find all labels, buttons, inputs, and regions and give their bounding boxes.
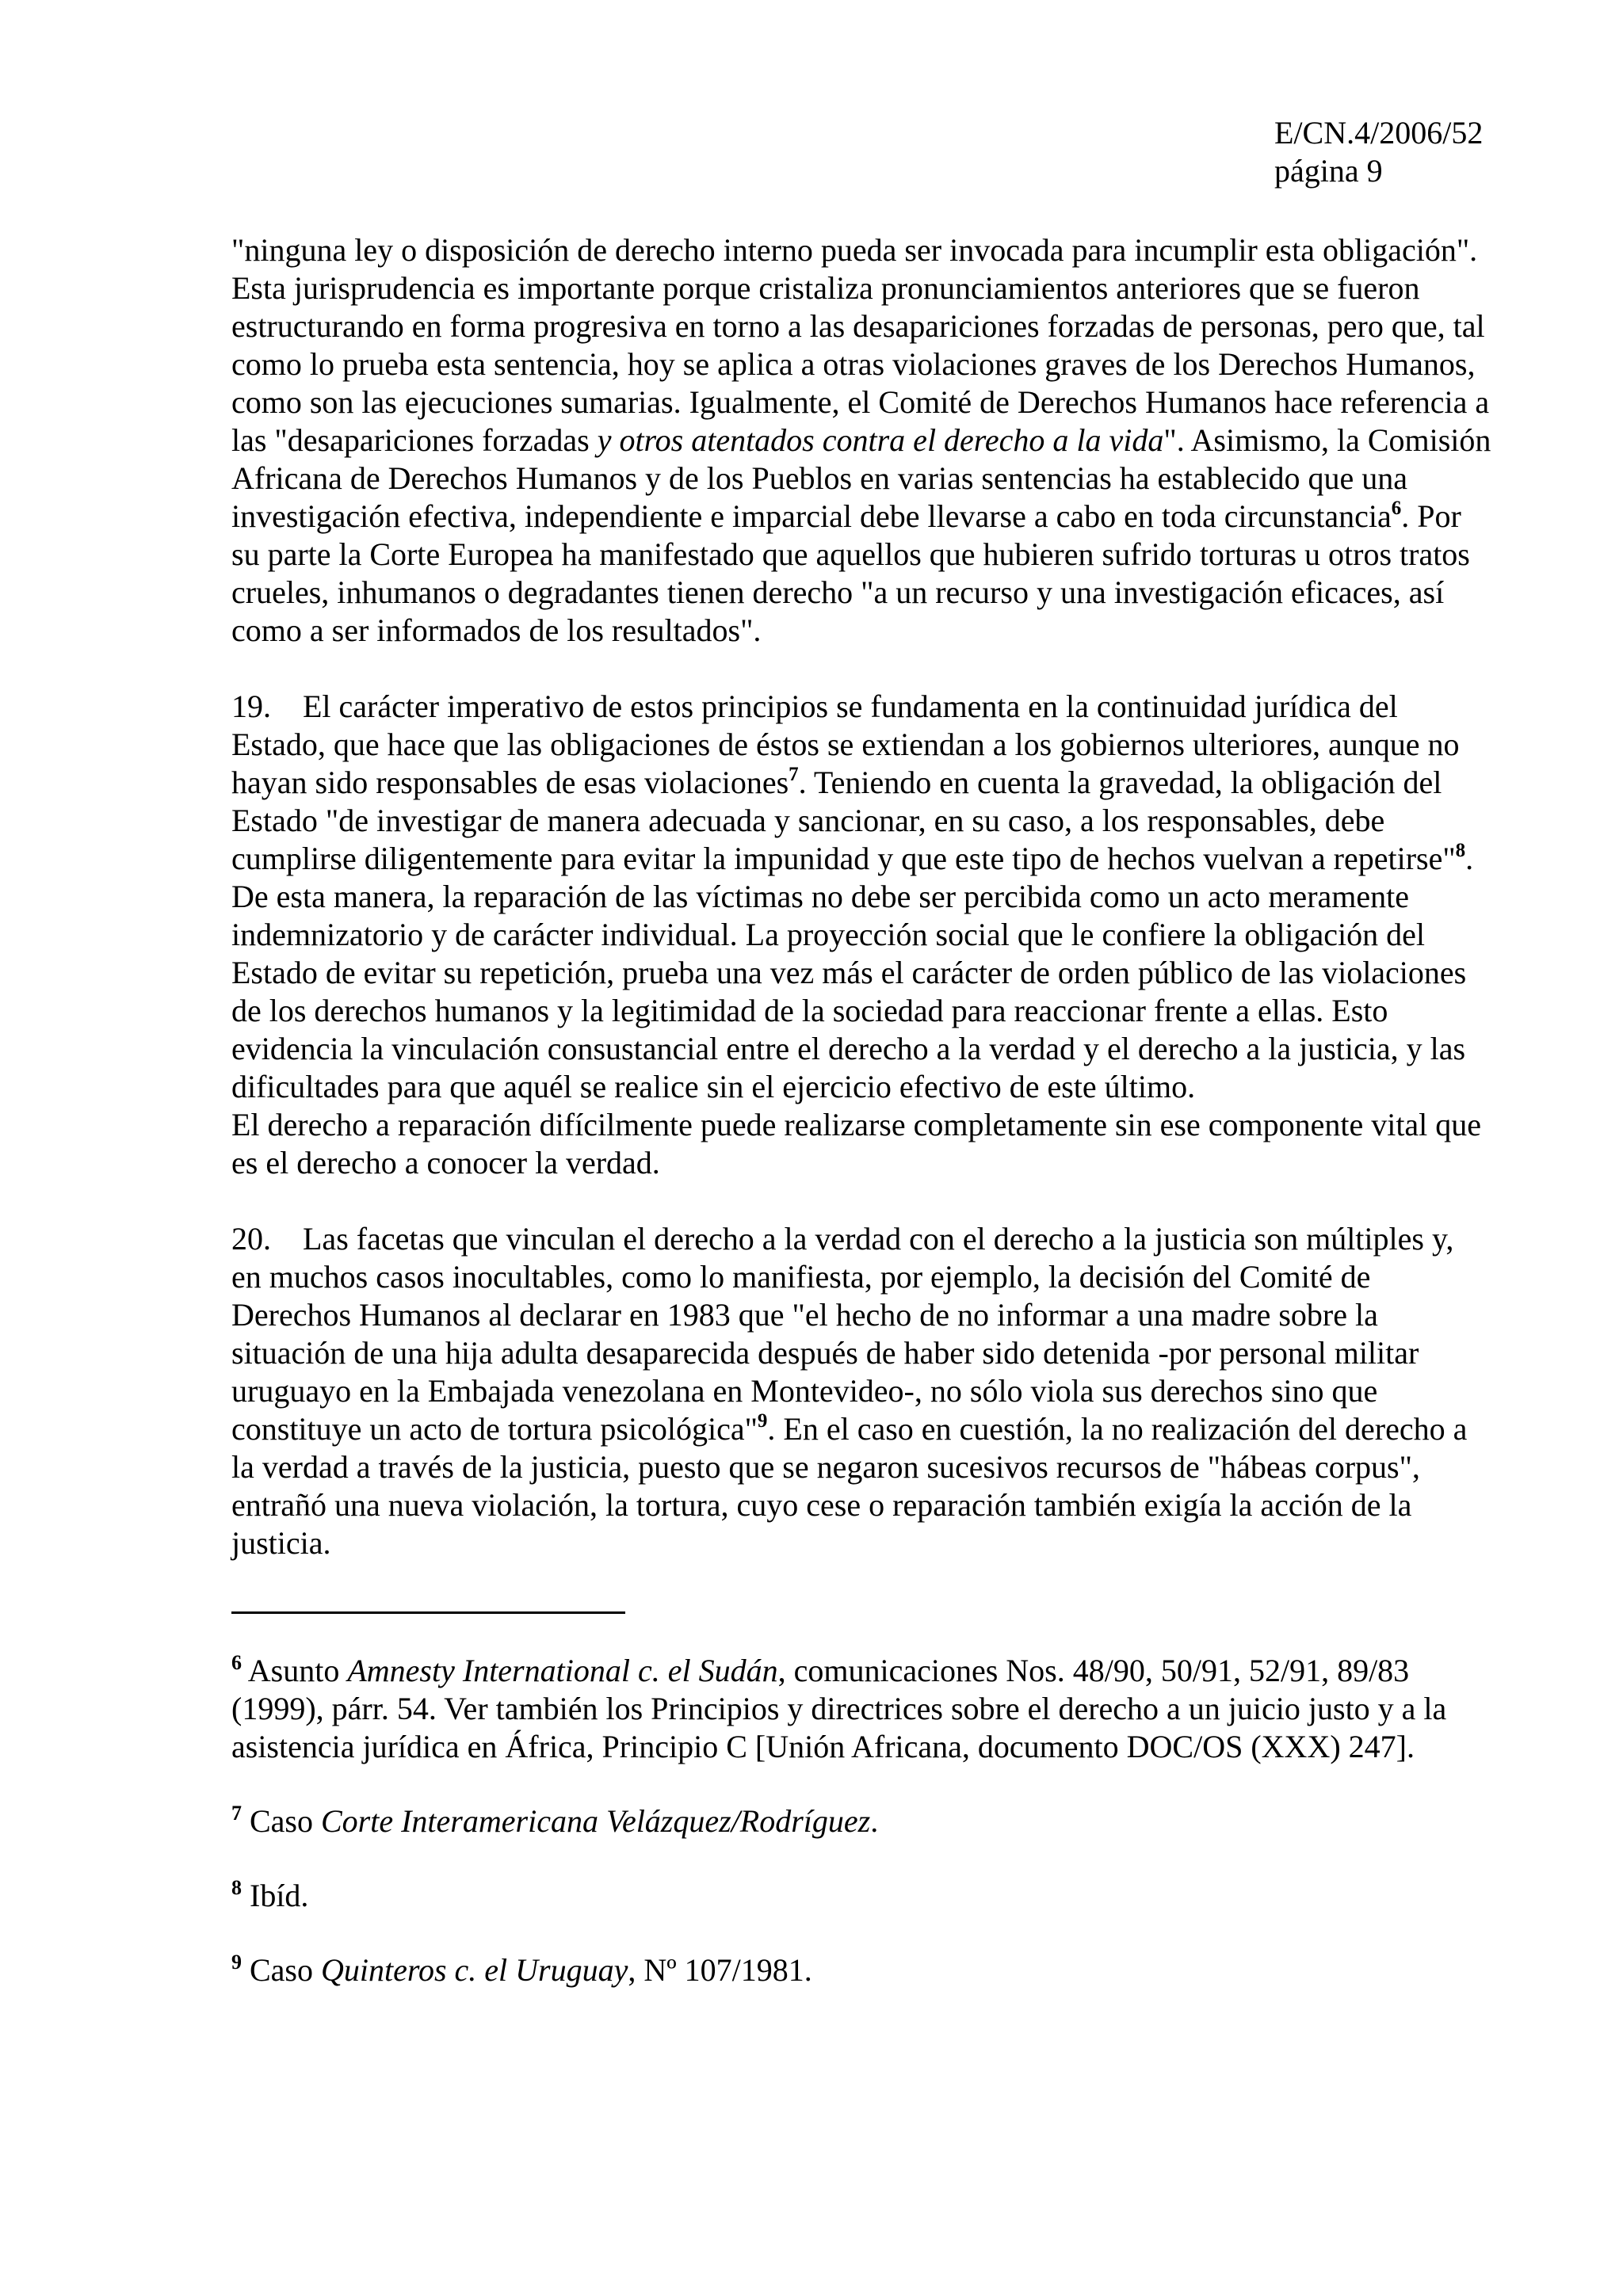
footnote-separator <box>231 1611 625 1614</box>
text-run: , comunicaciones Nos. 48/90, 50/91, 52/91, 89/83 (1999), párr. 54. Ver también los Principios y directrices sobre el derecho a un juicio justo y a la asistencia jurídica en África, Principio C [Unión Africana, documento DOC/OS (XXX) 247]. <box>231 1653 1447 1764</box>
footnote-mark: 8 <box>231 1876 242 1899</box>
text-run: Caso <box>242 1803 321 1839</box>
text-run: Asunto <box>242 1653 348 1688</box>
text-run: , Nº 107/1981. <box>628 1952 812 1988</box>
text-run: Ibíd. <box>242 1878 309 1913</box>
footnote-ref-9[interactable]: 9 <box>757 1410 768 1432</box>
text-run: . <box>870 1803 879 1839</box>
italic-text: Amnesty International c. el Sudán <box>347 1653 778 1688</box>
text-run: ". Asimismo, la Comisión Africana de Derechos Humanos y de los Pueblos en varias sentencias ha establecido que una investigación efectiva, independiente e imparcial debe llevarse a cabo en toda circunstancia <box>231 422 1491 534</box>
footnote-8 <box>231 1877 1491 1915</box>
footnote-mark: 6 <box>231 1651 242 1674</box>
footnote-9 <box>231 1951 1491 1989</box>
footnote-mark: 7 <box>231 1802 242 1825</box>
paragraph-19 <box>231 688 1491 1182</box>
text-run: . De esta manera, la reparación de las víctimas no debe ser percibida como un acto meramente indemnizatorio y de carácter individual. La proyección social que le confiere la obligación del Estado de evitar su repetición, prueba una vez más el carácter de orden público de las violaciones de los derechos humanos y la legitimidad de la sociedad para reaccionar frente a ellas. Esto evidencia la vinculación consustancial entre el derecho a la verdad y el derecho a la justicia, y las dificultades para que aquél se realice sin el ejercicio efectivo de este último. <box>231 841 1474 1104</box>
italic-text: Quinteros c. el Uruguay <box>321 1952 628 1988</box>
italic-text: y otros atentados contra el derecho a la vida <box>597 422 1164 458</box>
main-text <box>231 231 1491 1600</box>
text-run: Las facetas que vinculan el derecho a la verdad con el derecho a la justicia son múltiples y, en muchos casos inocultables, como lo manifiesta, por ejemplo, la decisión del Comité de Derechos Humanos al declarar en 1983 que "el hecho de no informar a una madre sobre la situación de una hija adulta desaparecida después de haber sido detenida -por personal militar uruguayo en la Embajada venezolana en Montevideo-, no sólo viola sus derechos sino que constituye un acto de tortura psicológica" <box>231 1221 1454 1447</box>
text-run: El derecho a reparación difícilmente puede realizarse completamente sin ese componente vital que es el derecho a conocer la verdad. <box>231 1107 1482 1180</box>
page-number: página 9 <box>1274 153 1383 189</box>
paragraph-20 <box>231 1220 1491 1562</box>
text-run: . Por su parte la Corte Europea ha manifestado que aquellos que hubieren sufrido torturas u otros tratos crueles, inhumanos o degradantes tienen derecho "a un recurso y una investigación eficaces, así como a ser informados de los resultados". <box>231 498 1470 648</box>
italic-text: Corte Interamericana Velázquez/Rodríguez <box>321 1803 871 1839</box>
text-run: . Teniendo en cuenta la gravedad, la obligación del Estado "de investigar de manera adecuada y sancionar, en su caso, a los responsables, debe cumplirse diligentemente para evitar la impunidad y que este tipo de hechos vuelvan a repetirse" <box>231 765 1456 876</box>
footnote-mark: 9 <box>231 1951 242 1974</box>
document-header <box>1274 114 1483 190</box>
text-run: Caso <box>242 1952 321 1988</box>
footnote-7 <box>231 1802 1491 1840</box>
text-run: . En el caso en cuestión, la no realización del derecho a la verdad a través de la justicia, puesto que se negaron sucesivos recursos de "hábeas corpus", entrañó una nueva violación, la tortura, cuyo cese o reparación también exigía la acción de la justicia. <box>231 1411 1468 1561</box>
paragraph-18-continuation <box>231 231 1491 650</box>
paragraph-number: 20. <box>231 1221 271 1257</box>
footnote-ref-7[interactable]: 7 <box>789 764 799 785</box>
footnote-ref-8[interactable]: 8 <box>1455 840 1466 861</box>
document-symbol: E/CN.4/2006/52 <box>1274 115 1484 151</box>
paragraph-number: 19. <box>231 688 271 724</box>
text-run: "ninguna ley o disposición de derecho interno pueda ser invocada para incumplir esta obligación". Esta jurisprudencia es importante porque cristaliza pronunciamientos anteriores que se fueron estructurando en forma progresiva en torno a las desapariciones forzadas de personas, pero que, tal como lo prueba esta sentencia, hoy se aplica a otras violaciones graves de los Derechos Humanos, como son las ejecuciones sumarias. Igualmente, el Comité de Derechos Humanos hace referencia a las "desapariciones forzadas <box>231 232 1490 458</box>
footnotes <box>231 1652 1491 2026</box>
text-run: El carácter imperativo de estos principios se fundamenta en la continuidad jurídica del Estado, que hace que las obligaciones de éstos se extiendan a los gobiernos ulteriores, aunque no hayan sido responsables de esas violaciones <box>231 688 1460 800</box>
footnote-ref-6[interactable]: 6 <box>1391 498 1402 519</box>
footnote-6 <box>231 1652 1491 1766</box>
